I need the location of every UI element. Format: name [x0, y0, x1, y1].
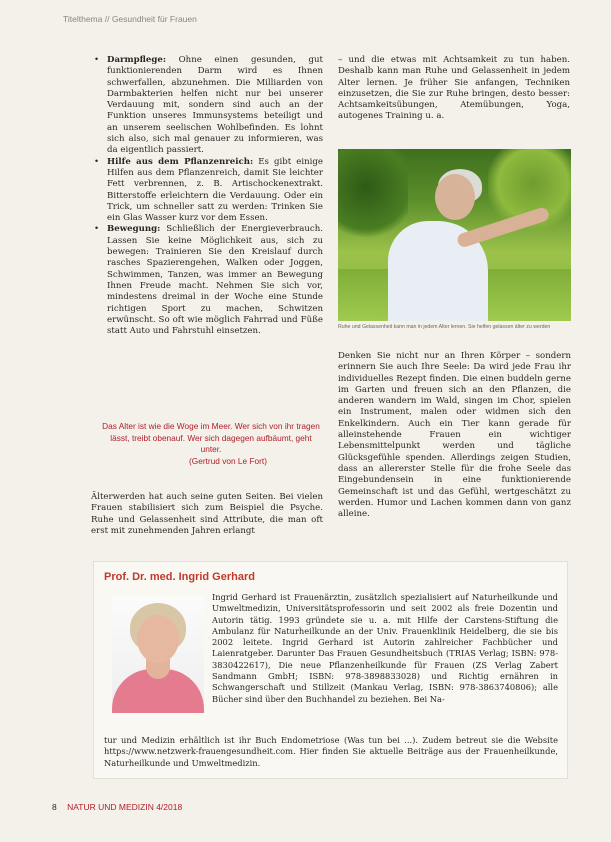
left-column: [91, 55, 323, 337]
list-item: [91, 157, 323, 225]
bio-title: Prof. Dr. med. Ingrid Gerhard: [104, 571, 255, 583]
bullet-label: Hilfe aus dem Pflanzenreich:: [107, 156, 254, 167]
bullet-label: Bewegung:: [107, 224, 161, 235]
bio-text-continued: tur und Medizin erhältlich ist ihr Buch Endometriose (Was tun bei ...). Zudem betreut sie die Website https://www.netzwerk-frauengesundheit.com. Hier finden Sie aktuelle Beiträge aus der Frauenheilkunde, Naturheilkunde und Umweltmedizin.: [104, 735, 558, 768]
bullet-text: Es gibt einige Hilfen aus dem Pflanzenreich, damit Sie leichter Fett verbrennen, z. B. Artischockenextrakt. Bitterstoffe erleichtern die Verdauung. Oder ein Trick, um schneller satt zu werden: Trinken Sie ein Glas Wasser kurz vor dem Essen.: [107, 156, 323, 224]
list-item: [91, 224, 323, 337]
bullet-label: Darmpflege:: [107, 55, 167, 65]
right-column-bottom-paragraph: Denken Sie nicht nur an Ihren Körper – sondern erinnern Sie auch Ihre Seele: Da wird jede Frau ihr individuelles Rezept finden. Die einen buddeln gerne im Garten und freuen sich an den Pflanzen, die anderen wandern im Wald, singen im Chor, spielen ein Instrument, malen oder widmen sich den Enkelkindern. Auch ein Tier kann gerade für alleinstehende Frauen ein wichtiger Lebensmittelpunkt werden und tägliche Glücksgefühle spenden. Allerdings zeigen Studien, dass an allererster Stelle für die frohe Seele das Eingebundensein in eine funktionierende Gemeinschaft ist und das Gefühl, wertgeschätzt zu werden. Humor und Lachen kommen dann von ganz alleine.: [338, 351, 571, 520]
magazine-issue: NATUR UND MEDIZIN 4/2018: [67, 802, 183, 812]
photo-tree: [338, 149, 408, 244]
page-number: 8: [52, 802, 57, 812]
left-column-bottom-paragraph: Älterwerden hat auch seine guten Seiten. Bei vielen Frauen stabilisiert sich zum Beispiel die Psyche. Ruhe und Gelassenheit sind Attribute, die man oft erst mit zunehmenden Jahren erlangt: [91, 492, 323, 536]
list-item: [91, 55, 323, 157]
photo-person-head: [435, 174, 475, 220]
quote-author: (Gertrud von Le Fort): [189, 455, 267, 466]
pull-quote: [100, 421, 322, 467]
right-column-top-paragraph: – und die etwas mit Achtsamkeit zu tun haben. Deshalb kann man Ruhe und Gelassenheit in jedem Alter lernen. Je früher Sie anfangen, Techniken einzusetzen, die Sie zur Ruhe bringen, desto besser: Achtsamkeitsübungen, Atemübungen, Yoga, autogenes Training u. a.: [338, 55, 570, 122]
bio-text: Ingrid Gerhard ist Frauenärztin, zusätzlich spezialisiert auf Naturheilkunde und Umweltmedizin, Universitätsprofessorin und seit 2002 als freie Dozentin und Autorin tätig. 1993 gründete sie u. a. mit Hilfe der Carstens-Stiftung die Ambulanz für Naturheilkunde an der Univ. Frauenklinik Heidelberg, die sie bis 2002 leitete. Ingrid Gerhard ist Autorin zahlreicher Fachbücher und Laienratgeber. Darunter Das Frauen Gesundheitsbuch (TRIAS Verlag; ISBN: 978-3830422617), Die neue Pflanzenheilkunde für Frauen (ZS Verlag Zabert Sandmann GmbH; ISBN: 978-3898833028) und Richtig ernähren in Schwangerschaft und Stillzeit (Mankau Verlag, ISBN: 978-3863740806); alle Bücher sind über den Buchhandel zu beziehen. Bei Na-: [212, 592, 558, 704]
bullet-text: Ohne einen gesunden, gut funktionierenden Darm wird es Ihnen schwerfallen, abzunehmen. Die Milliarden von Darmbakterien helfen nicht nur bei unserer Verdauung mit, sondern sind auch an der Funktion unseres Immunsystems beteiligt und an unserem seelischen Wohlbefinden. Es lohnt sich also, sich mal genauer zu informieren, was da eigentlich passiert.: [107, 55, 323, 156]
page-footer: [52, 802, 182, 812]
section-header: Titelthema // Gesundheit für Frauen: [63, 14, 197, 24]
woman-outdoor-photo: [338, 149, 571, 321]
bullet-text: Schließlich der Energieverbrauch. Lassen Sie keine Möglichkeit aus, sich zu bewegen: Trainieren Sie den Kreislauf durch rasches Spazierengehen, Walken oder Joggen, Schwimmen, Tanzen, was immer an Bewegung Ihnen Freude macht. Nehmen Sie sich vor, mindestens dreimal in der Woche eine Stunde richtigen Sport zu machen, Schwitzen erwünscht. So oft wie möglich Fahrrad und Füße statt Auto und Fahrstuhl einsetzen.: [107, 224, 323, 337]
photo-caption: Ruhe und Gelassenheit kann man in jedem Alter lernen. Sie helfen gelassen älter zu werden: [338, 324, 551, 330]
quote-text: Das Alter ist wie die Woge im Meer. Wer sich von ihr tragen lässt, treibt obenauf. Wer sich dagegen aufbäumt, geht unter.: [102, 421, 320, 455]
bullet-list: [91, 55, 323, 337]
author-portrait: [112, 597, 204, 713]
author-bio-box: [93, 561, 568, 779]
portrait-face: [137, 615, 179, 663]
